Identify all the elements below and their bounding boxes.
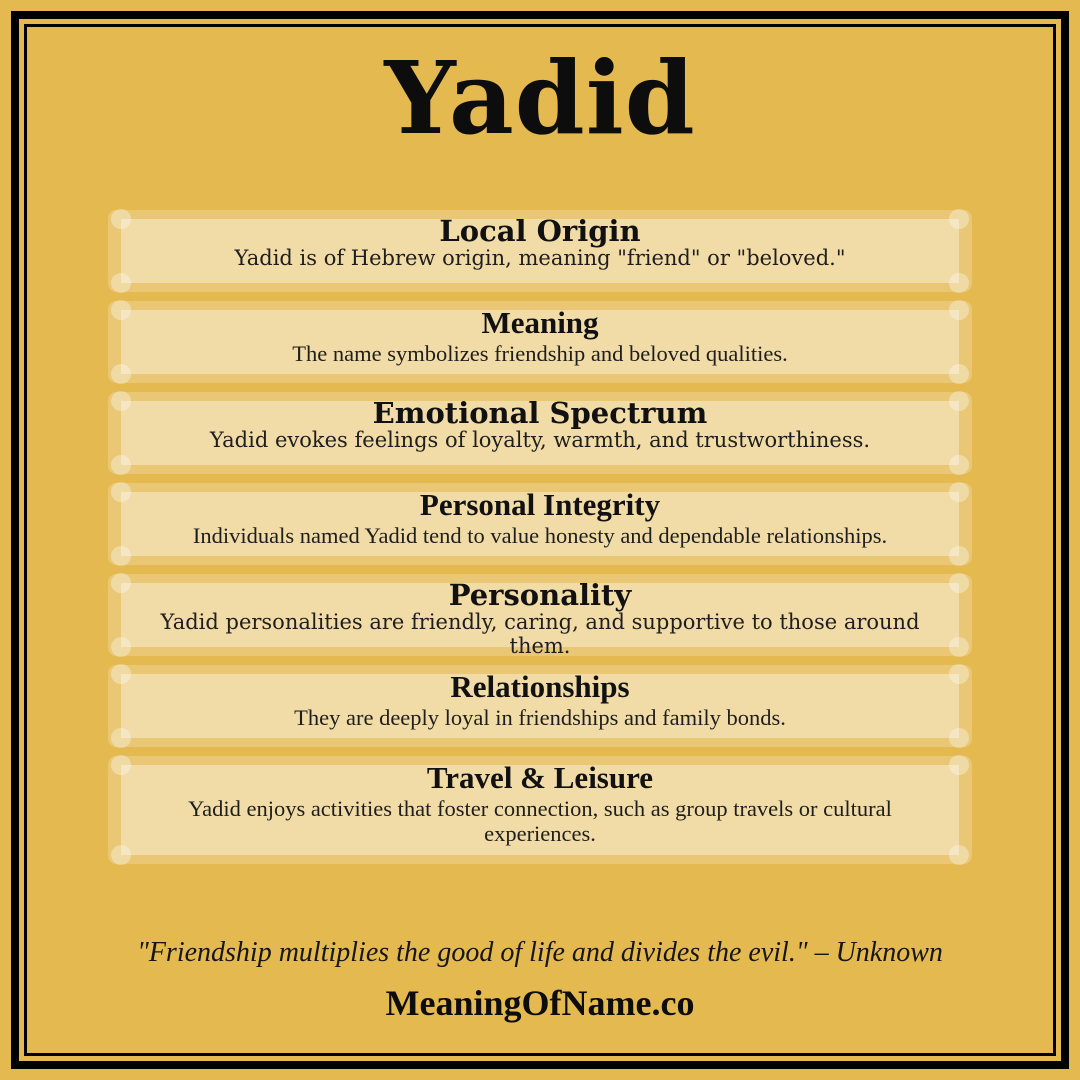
footer-quote: "Friendship multiplies the good of life and divides the evil." – Unknown bbox=[137, 937, 943, 968]
card-body: They are deeply loyal in friendships and family bonds. bbox=[294, 704, 786, 730]
rivet-icon bbox=[111, 845, 131, 865]
rivet-icon bbox=[111, 455, 131, 475]
cards-list bbox=[108, 210, 972, 873]
card-body: Yadid enjoys activities that foster connection, such as group travels or cultural experiences. bbox=[188, 795, 892, 846]
card-body: Yadid personalities are friendly, caring, and supportive to those around them. bbox=[160, 610, 920, 658]
card-heading: Emotional Spectrum bbox=[372, 396, 708, 430]
card-body: Individuals named Yadid tend to value honesty and dependable relationships. bbox=[192, 522, 888, 548]
card-body: Yadid is of Hebrew origin, meaning "friend" or "beloved." bbox=[234, 246, 846, 271]
card-heading: Local Origin bbox=[439, 214, 641, 248]
card-heading: Meaning bbox=[481, 305, 599, 340]
rivet-icon bbox=[949, 546, 969, 566]
rivet-icon bbox=[111, 546, 131, 566]
card-travel-leisure bbox=[108, 756, 972, 864]
card-relationships bbox=[108, 665, 972, 747]
card-heading: Relationships bbox=[450, 669, 630, 704]
rivet-icon bbox=[949, 364, 969, 384]
card-meaning bbox=[108, 301, 972, 383]
rivet-icon bbox=[111, 728, 131, 748]
card-local-origin bbox=[108, 210, 972, 292]
card-body: The name symbolizes friendship and beloved qualities. bbox=[292, 340, 788, 366]
card-heading: Personal Integrity bbox=[419, 487, 661, 522]
card-body: Yadid evokes feelings of loyalty, warmth, and trustworthiness. bbox=[209, 428, 871, 453]
card-heading: Personality bbox=[448, 578, 632, 612]
rivet-icon bbox=[111, 364, 131, 384]
rivet-icon bbox=[949, 455, 969, 475]
card-personality bbox=[108, 574, 972, 656]
rivet-icon bbox=[949, 845, 969, 865]
card-emotional-spectrum bbox=[108, 392, 972, 474]
rivet-icon bbox=[949, 273, 969, 293]
page-title: Yadid bbox=[384, 39, 696, 157]
rivet-icon bbox=[111, 273, 131, 293]
rivet-icon bbox=[949, 728, 969, 748]
card-heading: Travel & Leisure bbox=[426, 760, 654, 795]
card-personal-integrity bbox=[108, 483, 972, 565]
brand-text: MeaningOfName.co bbox=[385, 983, 695, 1023]
